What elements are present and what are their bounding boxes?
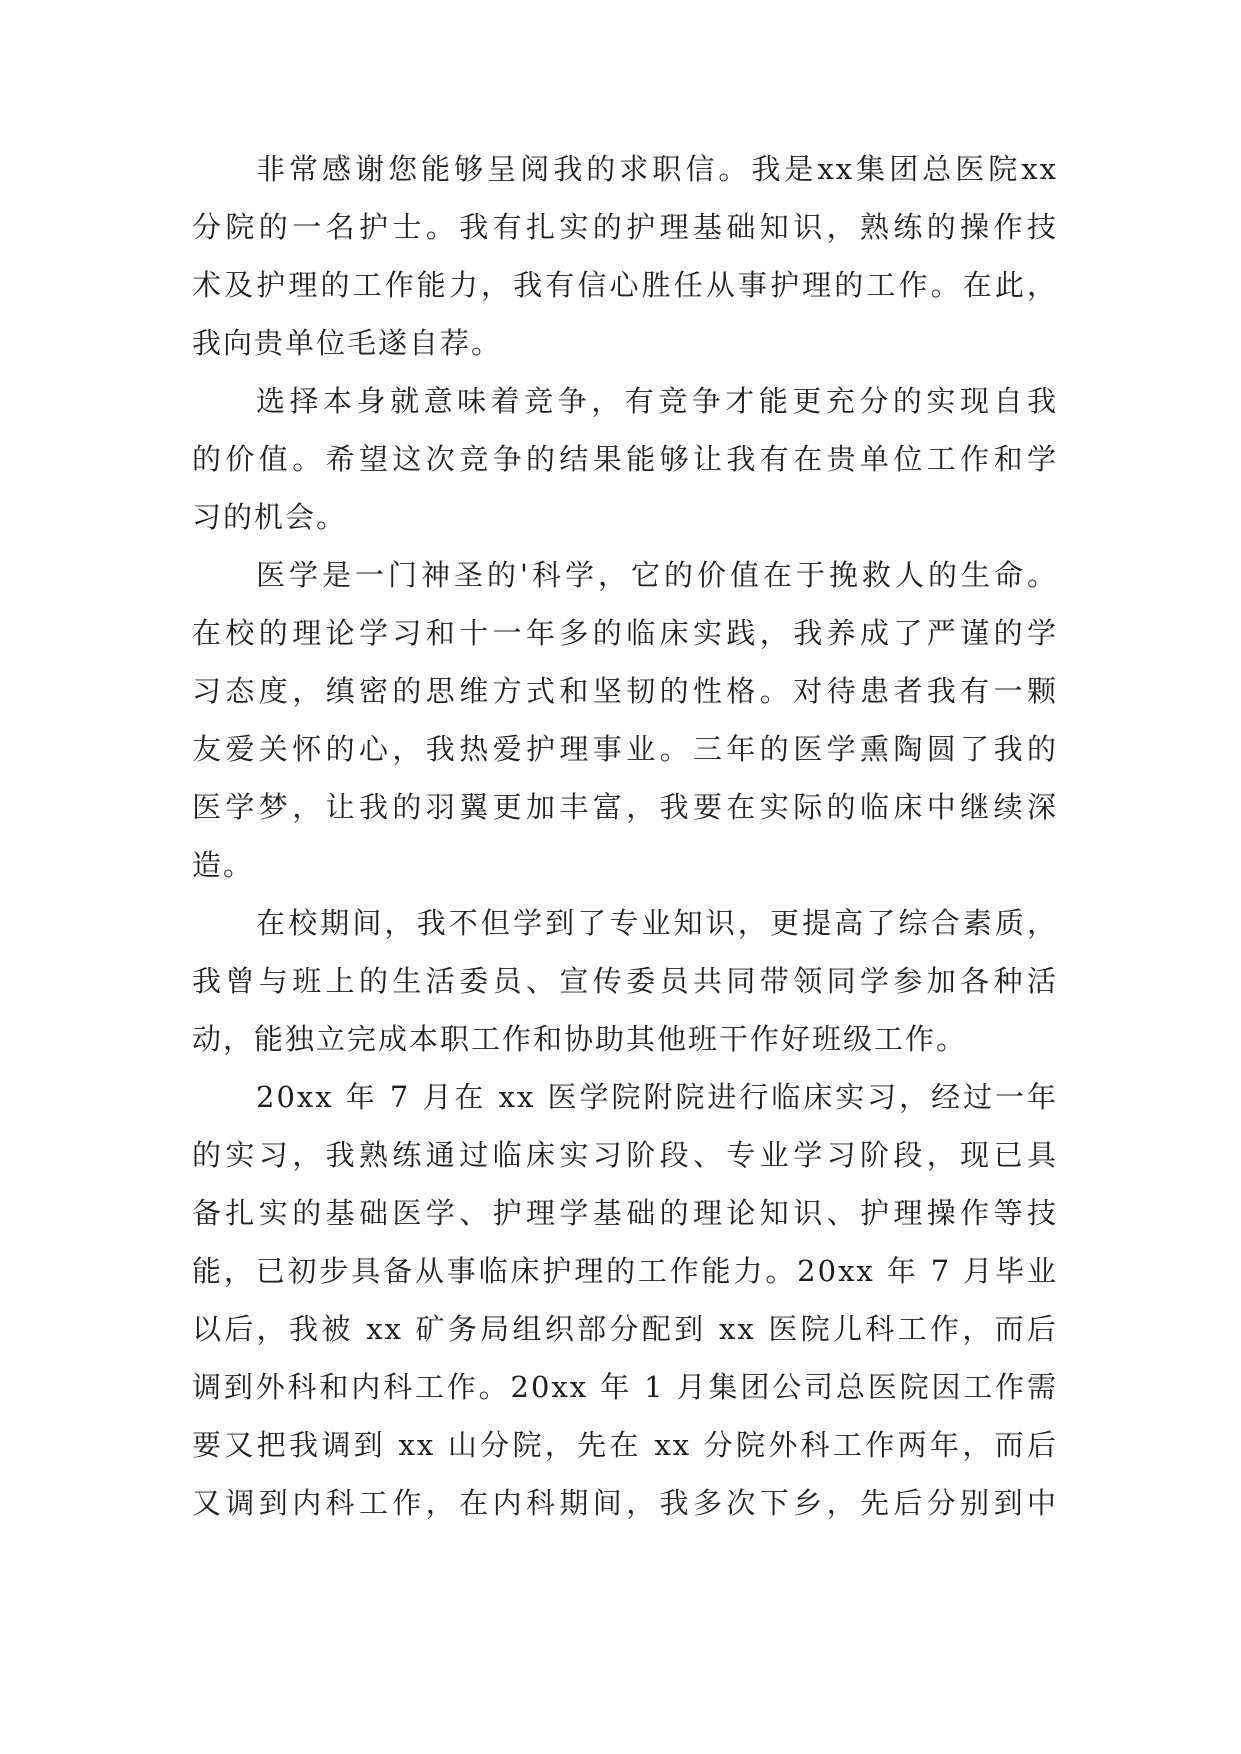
text-line: 能，已初步具备从事临床护理的工作能力。20xx 年 7 月毕业 [192, 1254, 1058, 1288]
text-line: 我曾与班上的生活委员、宣传委员共同带领同学参加各种活 [192, 964, 1058, 998]
text-line: 造。 [192, 848, 255, 882]
text-line: 动，能独立完成本职工作和协助其他班干作好班级工作。 [192, 1022, 968, 1056]
text-line: 又调到内科工作，在内科期间，我多次下乡，先后分别到中 [192, 1486, 1058, 1520]
text-line: 术及护理的工作能力，我有信心胜任从事护理的工作。在此， [192, 268, 1058, 302]
text-line: 医学是一门神圣的'科学，它的价值在于挽救人的生命。 [256, 558, 1058, 592]
text-line: 在校期间，我不但学到了专业知识，更提高了综合素质， [256, 906, 1058, 940]
text-line: 非常感谢您能够呈阅我的求职信。我是xx集团总医院xx [256, 152, 1058, 186]
text-line: 分院的一名护士。我有扎实的护理基础知识，熟练的操作技 [192, 210, 1058, 244]
text-line: 习的机会。 [192, 500, 348, 534]
text-line: 20xx 年 7 月在 xx 医学院附院进行临床实习，经过一年 [256, 1080, 1058, 1114]
text-line: 习态度，缜密的思维方式和坚韧的性格。对待患者我有一颗 [192, 674, 1058, 708]
text-line: 调到外科和内科工作。20xx 年 1 月集团公司总医院因工作需 [192, 1370, 1058, 1404]
text-line: 要又把我调到 xx 山分院，先在 xx 分院外科工作两年，而后 [192, 1428, 1058, 1462]
text-line: 的实习，我熟练通过临床实习阶段、专业学习阶段，现已具 [192, 1138, 1058, 1172]
text-line: 友爱关怀的心，我热爱护理事业。三年的医学熏陶圆了我的 [192, 732, 1058, 766]
text-line: 备扎实的基础医学、护理学基础的理论知识、护理操作等技 [192, 1196, 1058, 1230]
text-line: 医学梦，让我的羽翼更加丰富，我要在实际的临床中继续深 [192, 790, 1058, 824]
text-line: 以后，我被 xx 矿务局组织部分配到 xx 医院儿科工作，而后 [192, 1312, 1058, 1346]
text-line: 选择本身就意味着竞争，有竞争才能更充分的实现自我 [256, 384, 1058, 418]
text-line: 的价值。希望这次竞争的结果能够让我有在贵单位工作和学 [192, 442, 1058, 476]
text-line: 我向贵单位毛遂自荐。 [192, 326, 503, 360]
text-line: 在校的理论学习和十一年多的临床实践，我养成了严谨的学 [192, 616, 1058, 650]
